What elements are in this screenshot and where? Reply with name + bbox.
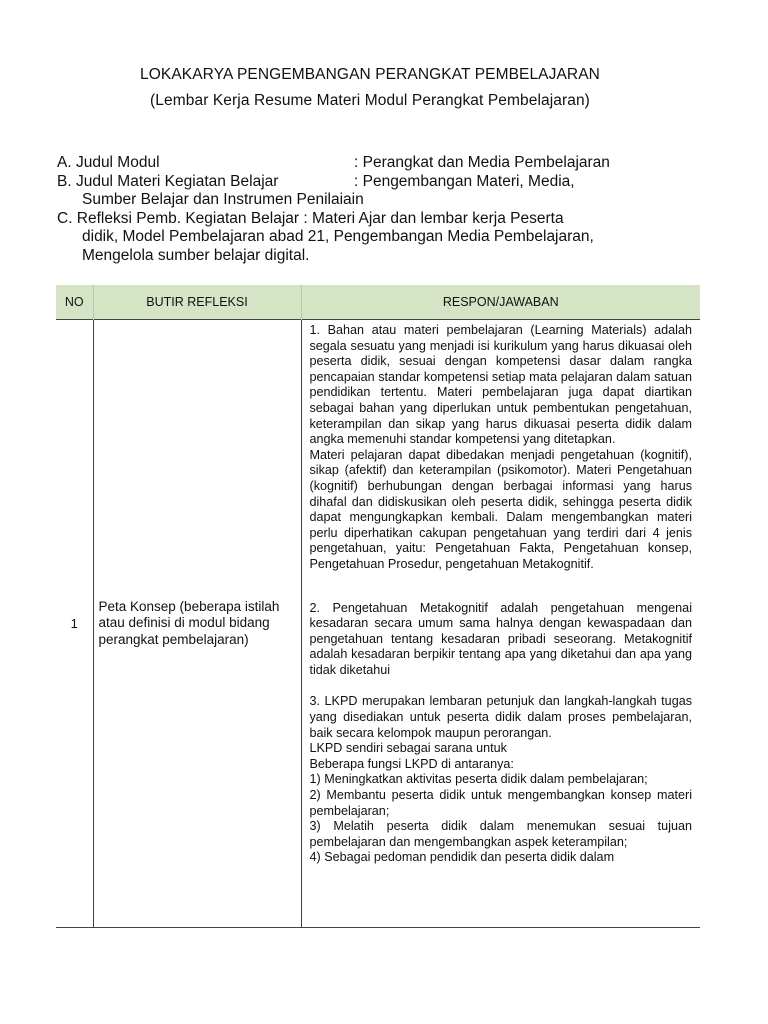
reflection-table <box>56 285 700 928</box>
header-respon-jawaban: RESPON/JAWABAN <box>301 285 700 320</box>
reflection-line-1: C. Refleksi Pemb. Kegiatan Belajar : Materi Ajar dan lembar kerja Peserta <box>57 209 564 227</box>
response-paragraph: Beberapa fungsi LKPD di antaranya: <box>309 756 514 771</box>
table-row <box>56 320 700 928</box>
response-paragraph: LKPD sendiri sebagai sarana untuk <box>309 741 507 756</box>
document-subtitle: (Lembar Kerja Resume Materi Modul Perangkat Pembelajaran) <box>150 92 590 109</box>
response-list-item: 4) Sebagai pedoman pendidik dan peserta didik dalam <box>309 850 615 865</box>
response-paragraph: Materi pelajaran dapat dibedakan menjadi pengetahuan (kognitif), sikap (afektif) dan keterampilan (psikomotor). Materi Pengetahuan (kognitif) berhubungan dengan berbagai informasi yang harus dihafal dan didiskusikan oleh peserta didik, sehingga peserta didik dapat mengungkapkan kembali. Dalam mengembangkan materi perlu diperhatikan cakupan pengetahuan yang terdiri dari 4 jenis pengetahuan, yaitu: Pengetahuan Fakta, Pengetahuan konsep, Pengetahuan Prosedur, pengetahuan Metakognitif. <box>309 447 692 571</box>
activity-title-value: : Pengembangan Materi, Media, <box>354 172 575 190</box>
reflection-line-3: Mengelola sumber belajar digital. <box>82 246 310 264</box>
response-cell <box>301 320 700 928</box>
response-list-item: 2) Membantu peserta didik untuk mengembangkan konsep materi pembelajaran; <box>309 788 692 818</box>
activity-title-continuation: Sumber Belajar dan Instrumen Penilaiain <box>82 191 364 208</box>
table-header-row <box>56 285 700 320</box>
response-paragraph: 1. Bahan atau materi pembelajaran (Learning Materials) adalah segala sesuatu yang menjadi isi kurikulum yang harus dikuasai oleh peserta didik, sesuai dengan kompetensi dasar dalam rangka pencapaian standar kompetensi setiap mata pelajaran dalam satuan pendidikan tertentu. Materi pembelajaran juga dapat diartikan sebagai bahan yang diperlukan untuk pembentukan pengetahuan, keterampilan dan sikap yang harus dikuasai peserta didik dalam angka memenuhi standar kompetensi yang ditetapkan. <box>309 323 692 447</box>
response-list-item: 3) Melatih peserta didik dalam menemukan sesuai tujuan pembelajaran dan mengembangkan aspek keterampilan; <box>309 819 692 849</box>
module-title-value: : Perangkat dan Media Pembelajaran <box>354 154 610 171</box>
module-info <box>57 154 717 265</box>
header-butir-refleksi: BUTIR REFLEKSI <box>93 285 301 320</box>
reflection-line-2: didik, Model Pembelajaran abad 21, Pengembangan Media Pembelajaran, <box>82 228 594 245</box>
row-number: 1 <box>56 320 93 928</box>
header-no: NO <box>56 285 93 320</box>
activity-title-row <box>57 173 717 192</box>
module-title-row <box>57 154 717 173</box>
response-list-item: 1) Meningkatkan aktivitas peserta didik dalam pembelajaran; <box>309 772 648 787</box>
reflection-item: Peta Konsep (beberapa istilah atau definisi di modul bidang perangkat pembelajaran) <box>93 320 301 928</box>
response-paragraph: 3. LKPD merupakan lembaran petunjuk dan langkah-langkah tugas yang disediakan untuk peserta didik dalam proses pembelajaran, baik secara kelompok maupun perorangan. <box>309 694 692 740</box>
module-title-label: A. Judul Modul <box>57 154 160 171</box>
document-title: LOKAKARYA PENGEMBANGAN PERANGKAT PEMBELAJARAN <box>140 66 600 83</box>
response-paragraph: 2. Pengetahuan Metakognitif adalah pengetahuan mengenai kesadaran secara umum sama halnya dengan kewaspadaan dan pengetahuan tentang kesadaran pribadi seseorang. Metakognitif adalah kesadaran berpikir tentang apa yang diketahui dan apa yang tidak diketahui <box>309 600 692 677</box>
activity-title-label: B. Judul Materi Kegiatan Belajar <box>57 172 279 190</box>
